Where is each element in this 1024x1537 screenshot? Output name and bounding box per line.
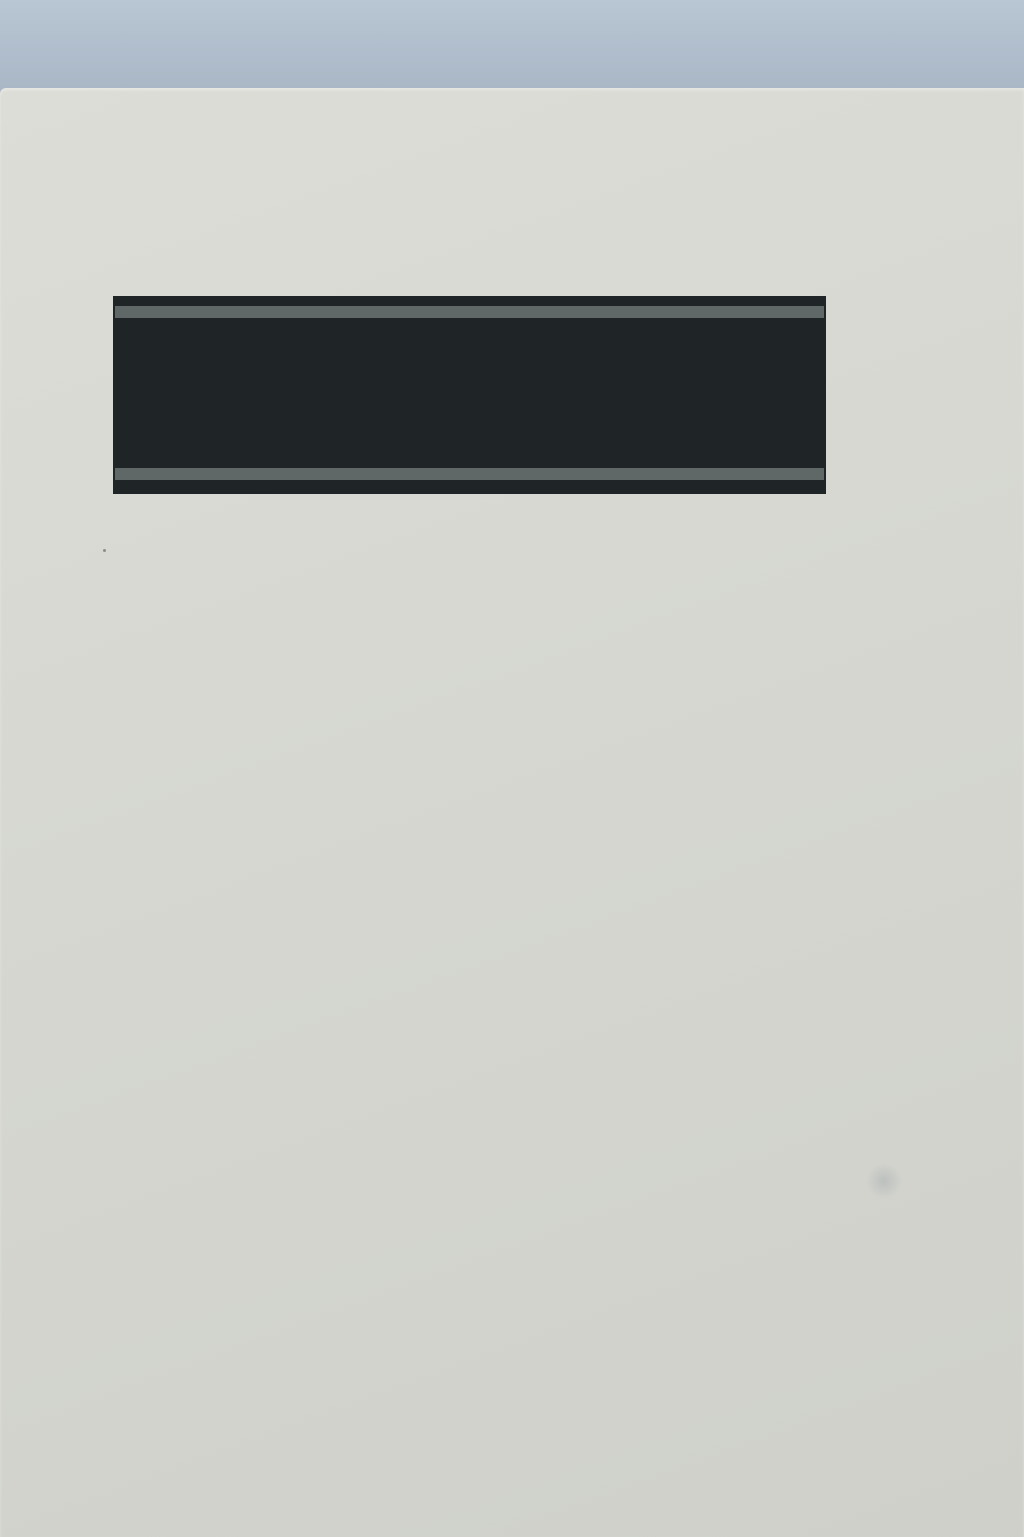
- page-speck: [103, 549, 106, 552]
- floral-border-engraving: [113, 296, 826, 494]
- page-stain: [866, 1163, 902, 1199]
